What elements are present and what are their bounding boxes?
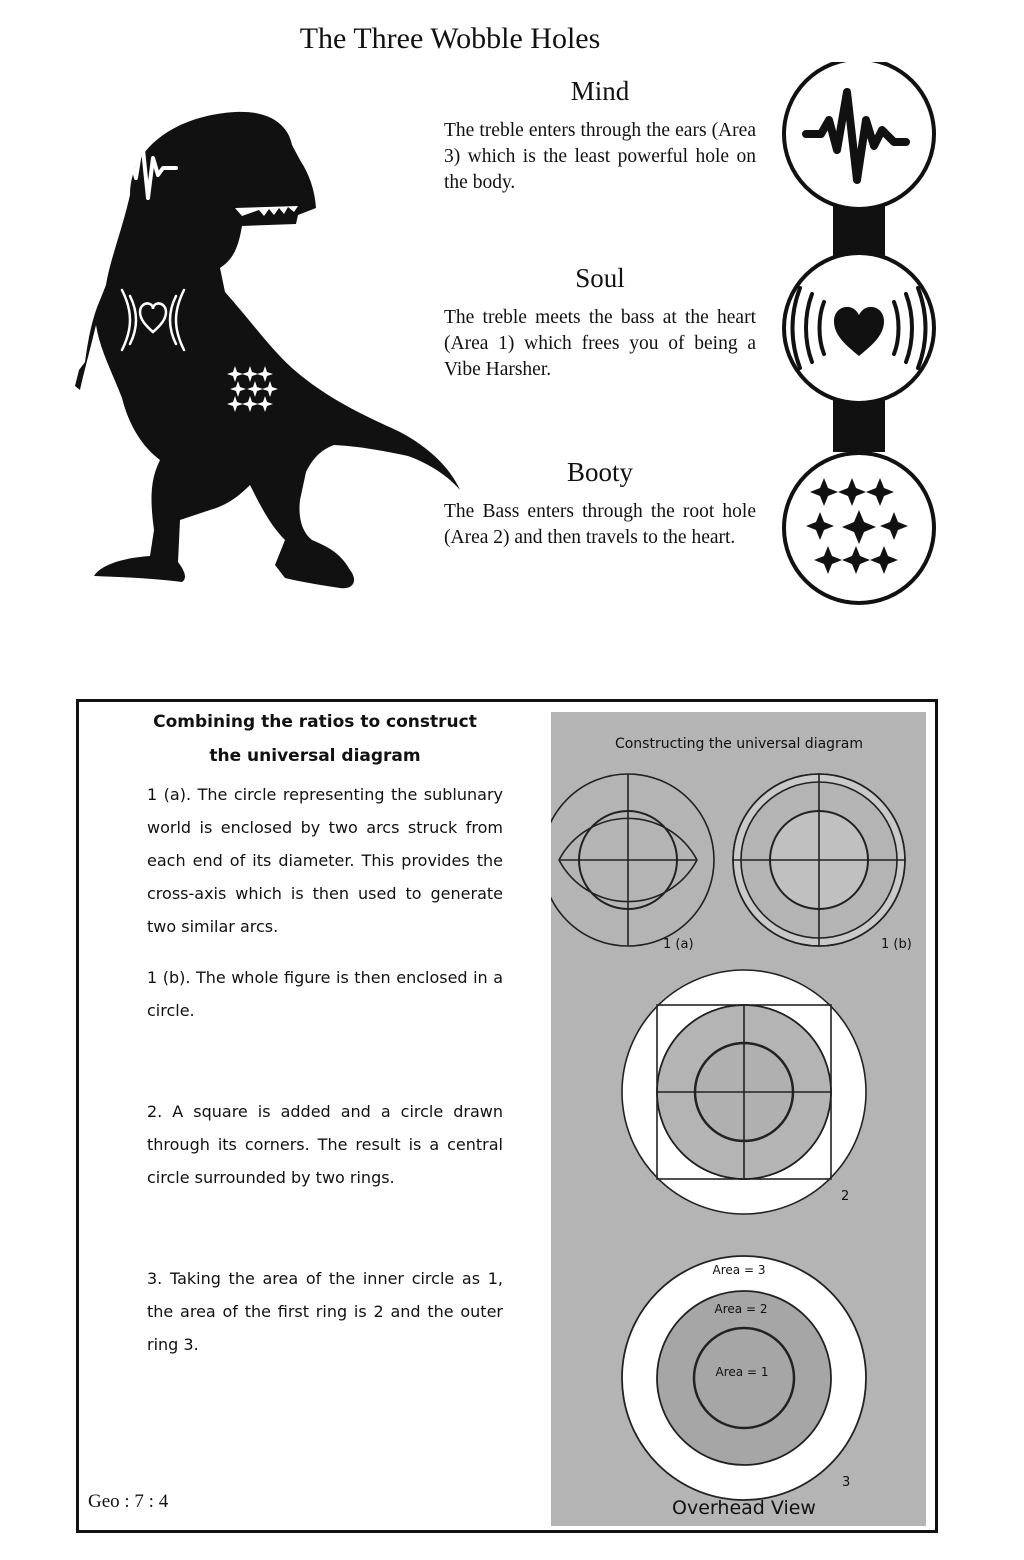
area-3-label: Area = 3 — [712, 1263, 766, 1277]
figure-1b — [733, 774, 905, 946]
panel-heading-line2: the universal diagram — [209, 746, 421, 766]
diagram-title: Constructing the universal diagram — [614, 736, 864, 752]
wobble-hole-badges — [776, 62, 942, 610]
area-1-label: Area = 1 — [715, 1365, 769, 1379]
page-title: The Three Wobble Holes — [299, 22, 601, 55]
step-2-text: 2. A square is added and a circle drawn through its corners. The result is a central circle surrounded by two rings. — [147, 1102, 503, 1187]
section-heading-mind: Mind — [570, 76, 630, 106]
section-text-mind: The treble enters through the ears (Area 3) which is the least powerful hole on the body. — [444, 120, 756, 193]
mind-badge — [784, 62, 934, 209]
trex-silhouette — [70, 100, 470, 600]
booty-badge — [784, 453, 934, 603]
soul-badge — [784, 253, 934, 403]
figure-2 — [622, 970, 866, 1214]
section-text-soul: The treble meets the bass at the heart (Area 1) which frees you of being a Vibe Harsher. — [444, 307, 756, 380]
step-1a-text: 1 (a). The circle representing the sublunary world is enclosed by two arcs struck from each end of its diameter. This provides the cross-axis which is then used to generate two similar arcs. — [147, 785, 503, 936]
area-2-label: Area = 2 — [714, 1302, 768, 1316]
step-3-text: 3. Taking the area of the inner circle as 1, the area of the first ring is 2 and the outer ring 3. — [147, 1269, 503, 1354]
section-text-booty: The Bass enters through the root hole (Area 2) and then travels to the heart. — [444, 501, 756, 548]
label-1a: 1 (a) — [663, 937, 694, 952]
label-1b: 1 (b) — [881, 937, 912, 952]
page-footer: Geo : 7 : 4 — [88, 1491, 169, 1512]
step-1b-text: 1 (b). The whole figure is then enclosed in a circle. — [147, 968, 503, 1020]
label-3: 3 — [842, 1475, 851, 1490]
construction-diagram — [551, 712, 926, 1526]
section-heading-soul: Soul — [575, 263, 625, 293]
sparkle-icon — [806, 478, 908, 574]
panel-heading-line1: Combining the ratios to construct — [153, 712, 477, 732]
label-2: 2 — [841, 1189, 850, 1204]
section-heading-booty: Booty — [566, 457, 633, 487]
overhead-view-caption: Overhead View — [672, 1497, 816, 1519]
